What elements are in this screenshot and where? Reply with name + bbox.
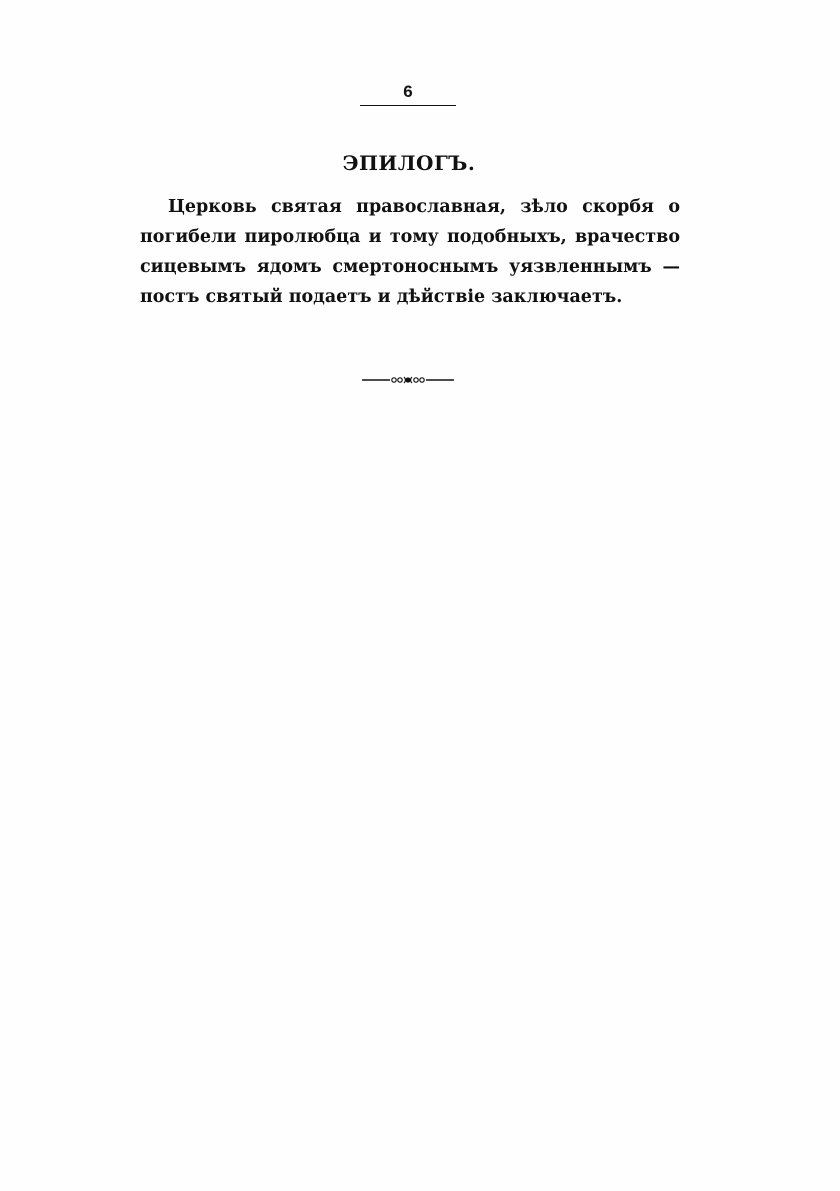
section-heading: ЭПИЛОГЪ. xyxy=(342,151,476,175)
header-rule xyxy=(360,105,456,106)
page-number: 6 xyxy=(403,82,413,101)
flourish-divider-icon xyxy=(360,372,456,388)
epilogue-paragraph: Церковь святая православная, зѣло скорбя о погибели пиролюбца и тому подобныхъ, врачество сицевымъ ядомъ смертоноснымъ уязвленнымъ —постъ святый подаетъ и дѣйствіе заключаетъ. xyxy=(140,197,680,307)
